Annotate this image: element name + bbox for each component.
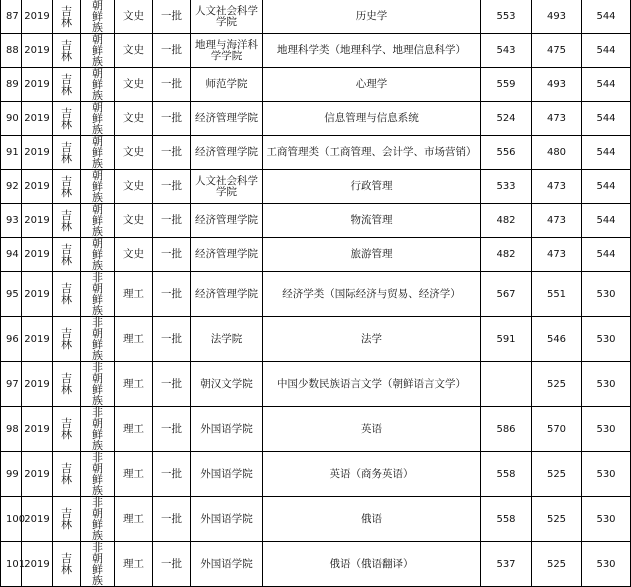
ethnicity-cell: 非朝鲜族 [81, 452, 115, 497]
min-score-cell: 475 [532, 34, 582, 68]
college-cell: 人文社会科学学院 [191, 0, 263, 34]
table-row [1, 170, 631, 204]
category-cell: 理工 [115, 407, 153, 452]
province-cell: 吉林 [53, 68, 81, 102]
year-cell: 2019 [22, 170, 53, 204]
row-number: 90 [1, 102, 22, 136]
table-row [1, 497, 631, 542]
category-cell: 文史 [115, 34, 153, 68]
ethnicity-cell: 朝鲜族 [81, 68, 115, 102]
batch-cell: 一批 [153, 362, 191, 407]
batch-cell: 一批 [153, 542, 191, 587]
min-score-cell: 493 [532, 68, 582, 102]
year-cell: 2019 [22, 136, 53, 170]
max-score-cell: 482 [481, 204, 532, 238]
category-cell: 文史 [115, 204, 153, 238]
year-cell: 2019 [22, 407, 53, 452]
table-row [1, 362, 631, 407]
min-score-cell: 473 [532, 102, 582, 136]
table-row [1, 136, 631, 170]
category-cell: 文史 [115, 136, 153, 170]
row-number: 88 [1, 34, 22, 68]
min-score-cell: 473 [532, 170, 582, 204]
max-score-cell: 553 [481, 0, 532, 34]
table-row [1, 542, 631, 587]
control-line-cell: 530 [582, 497, 631, 542]
college-cell: 经济管理学院 [191, 102, 263, 136]
major-cell: 心理学 [263, 68, 481, 102]
category-cell: 理工 [115, 452, 153, 497]
control-line-cell: 530 [582, 362, 631, 407]
batch-cell: 一批 [153, 170, 191, 204]
major-cell: 中国少数民族语言文学（朝鲜语言文学） [263, 362, 481, 407]
category-cell: 文史 [115, 0, 153, 34]
college-cell: 经济管理学院 [191, 136, 263, 170]
table-row [1, 0, 631, 34]
row-number: 95 [1, 272, 22, 317]
row-number: 98 [1, 407, 22, 452]
batch-cell: 一批 [153, 102, 191, 136]
min-score-cell: 493 [532, 0, 582, 34]
table-row [1, 204, 631, 238]
min-score-cell: 525 [532, 497, 582, 542]
year-cell: 2019 [22, 542, 53, 587]
ethnicity-cell: 非朝鲜族 [81, 407, 115, 452]
min-score-cell: 570 [532, 407, 582, 452]
table-row [1, 238, 631, 272]
province-cell: 吉林 [53, 272, 81, 317]
major-cell: 经济学类（国际经济与贸易、经济学） [263, 272, 481, 317]
max-score-cell: 533 [481, 170, 532, 204]
ethnicity-cell: 非朝鲜族 [81, 272, 115, 317]
major-cell: 英语 [263, 407, 481, 452]
college-cell: 外国语学院 [191, 407, 263, 452]
category-cell: 文史 [115, 102, 153, 136]
category-cell: 文史 [115, 170, 153, 204]
min-score-cell: 473 [532, 238, 582, 272]
college-cell: 朝汉文学院 [191, 362, 263, 407]
province-cell: 吉林 [53, 362, 81, 407]
batch-cell: 一批 [153, 0, 191, 34]
province-cell: 吉林 [53, 407, 81, 452]
row-number: 91 [1, 136, 22, 170]
college-cell: 经济管理学院 [191, 204, 263, 238]
category-cell: 理工 [115, 317, 153, 362]
province-cell: 吉林 [53, 0, 81, 34]
category-cell: 理工 [115, 272, 153, 317]
college-cell: 经济管理学院 [191, 272, 263, 317]
year-cell: 2019 [22, 362, 53, 407]
table-row [1, 317, 631, 362]
control-line-cell: 530 [582, 542, 631, 587]
batch-cell: 一批 [153, 317, 191, 362]
table-row [1, 102, 631, 136]
province-cell: 吉林 [53, 136, 81, 170]
ethnicity-cell: 朝鲜族 [81, 34, 115, 68]
control-line-cell: 530 [582, 272, 631, 317]
table-body [1, 0, 631, 587]
major-cell: 工商管理类（工商管理、会计学、市场营销） [263, 136, 481, 170]
ethnicity-cell: 非朝鲜族 [81, 317, 115, 362]
ethnicity-cell: 朝鲜族 [81, 170, 115, 204]
ethnicity-cell: 朝鲜族 [81, 102, 115, 136]
control-line-cell: 544 [582, 34, 631, 68]
max-score-cell: 543 [481, 34, 532, 68]
ethnicity-cell: 非朝鲜族 [81, 497, 115, 542]
batch-cell: 一批 [153, 272, 191, 317]
ethnicity-cell: 朝鲜族 [81, 136, 115, 170]
province-cell: 吉林 [53, 170, 81, 204]
min-score-cell: 480 [532, 136, 582, 170]
control-line-cell: 530 [582, 317, 631, 362]
category-cell: 理工 [115, 362, 153, 407]
batch-cell: 一批 [153, 136, 191, 170]
category-cell: 理工 [115, 497, 153, 542]
max-score-cell: 556 [481, 136, 532, 170]
major-cell: 法学 [263, 317, 481, 362]
row-number: 87 [1, 0, 22, 34]
college-cell: 地理与海洋科学学院 [191, 34, 263, 68]
control-line-cell: 544 [582, 136, 631, 170]
table-row [1, 452, 631, 497]
province-cell: 吉林 [53, 452, 81, 497]
year-cell: 2019 [22, 238, 53, 272]
college-cell: 经济管理学院 [191, 238, 263, 272]
table-row [1, 68, 631, 102]
major-cell: 俄语 [263, 497, 481, 542]
batch-cell: 一批 [153, 238, 191, 272]
batch-cell: 一批 [153, 68, 191, 102]
control-line-cell: 530 [582, 452, 631, 497]
batch-cell: 一批 [153, 34, 191, 68]
control-line-cell: 544 [582, 170, 631, 204]
major-cell: 英语（商务英语） [263, 452, 481, 497]
major-cell: 历史学 [263, 0, 481, 34]
ethnicity-cell: 朝鲜族 [81, 204, 115, 238]
row-number: 89 [1, 68, 22, 102]
category-cell: 文史 [115, 238, 153, 272]
category-cell: 文史 [115, 68, 153, 102]
control-line-cell: 544 [582, 238, 631, 272]
college-cell: 外国语学院 [191, 452, 263, 497]
table-row [1, 272, 631, 317]
ethnicity-cell: 朝鲜族 [81, 0, 115, 34]
province-cell: 吉林 [53, 497, 81, 542]
college-cell: 师范学院 [191, 68, 263, 102]
min-score-cell: 525 [532, 362, 582, 407]
max-score-cell: 559 [481, 68, 532, 102]
year-cell: 2019 [22, 497, 53, 542]
province-cell: 吉林 [53, 317, 81, 362]
year-cell: 2019 [22, 317, 53, 362]
control-line-cell: 544 [582, 204, 631, 238]
major-cell: 物流管理 [263, 204, 481, 238]
row-number: 99 [1, 452, 22, 497]
ethnicity-cell: 朝鲜族 [81, 238, 115, 272]
batch-cell: 一批 [153, 497, 191, 542]
major-cell: 地理科学类（地理科学、地理信息科学） [263, 34, 481, 68]
major-cell: 信息管理与信息系统 [263, 102, 481, 136]
province-cell: 吉林 [53, 238, 81, 272]
max-score-cell [481, 362, 532, 407]
control-line-cell: 544 [582, 102, 631, 136]
year-cell: 2019 [22, 34, 53, 68]
year-cell: 2019 [22, 452, 53, 497]
category-cell: 理工 [115, 542, 153, 587]
table-row [1, 34, 631, 68]
max-score-cell: 558 [481, 497, 532, 542]
row-number: 94 [1, 238, 22, 272]
min-score-cell: 473 [532, 204, 582, 238]
college-cell: 外国语学院 [191, 542, 263, 587]
min-score-cell: 525 [532, 452, 582, 497]
ethnicity-cell: 非朝鲜族 [81, 542, 115, 587]
row-number: 93 [1, 204, 22, 238]
min-score-cell: 546 [532, 317, 582, 362]
year-cell: 2019 [22, 204, 53, 238]
ethnicity-cell: 非朝鲜族 [81, 362, 115, 407]
province-cell: 吉林 [53, 34, 81, 68]
control-line-cell: 544 [582, 68, 631, 102]
max-score-cell: 482 [481, 238, 532, 272]
batch-cell: 一批 [153, 204, 191, 238]
major-cell: 旅游管理 [263, 238, 481, 272]
control-line-cell: 544 [582, 0, 631, 34]
control-line-cell: 530 [582, 407, 631, 452]
max-score-cell: 567 [481, 272, 532, 317]
row-number: 96 [1, 317, 22, 362]
college-cell: 外国语学院 [191, 497, 263, 542]
min-score-cell: 551 [532, 272, 582, 317]
max-score-cell: 586 [481, 407, 532, 452]
province-cell: 吉林 [53, 102, 81, 136]
major-cell: 行政管理 [263, 170, 481, 204]
year-cell: 2019 [22, 102, 53, 136]
college-cell: 人文社会科学学院 [191, 170, 263, 204]
row-number: 101 [1, 542, 22, 587]
batch-cell: 一批 [153, 407, 191, 452]
college-cell: 法学院 [191, 317, 263, 362]
max-score-cell: 537 [481, 542, 532, 587]
year-cell: 2019 [22, 68, 53, 102]
row-number: 100 [1, 497, 22, 542]
row-number: 92 [1, 170, 22, 204]
table-row [1, 407, 631, 452]
province-cell: 吉林 [53, 542, 81, 587]
major-cell: 俄语（俄语翻译） [263, 542, 481, 587]
max-score-cell: 558 [481, 452, 532, 497]
batch-cell: 一批 [153, 452, 191, 497]
year-cell: 2019 [22, 272, 53, 317]
max-score-cell: 524 [481, 102, 532, 136]
min-score-cell: 525 [532, 542, 582, 587]
province-cell: 吉林 [53, 204, 81, 238]
year-cell: 2019 [22, 0, 53, 34]
max-score-cell: 591 [481, 317, 532, 362]
row-number: 97 [1, 362, 22, 407]
